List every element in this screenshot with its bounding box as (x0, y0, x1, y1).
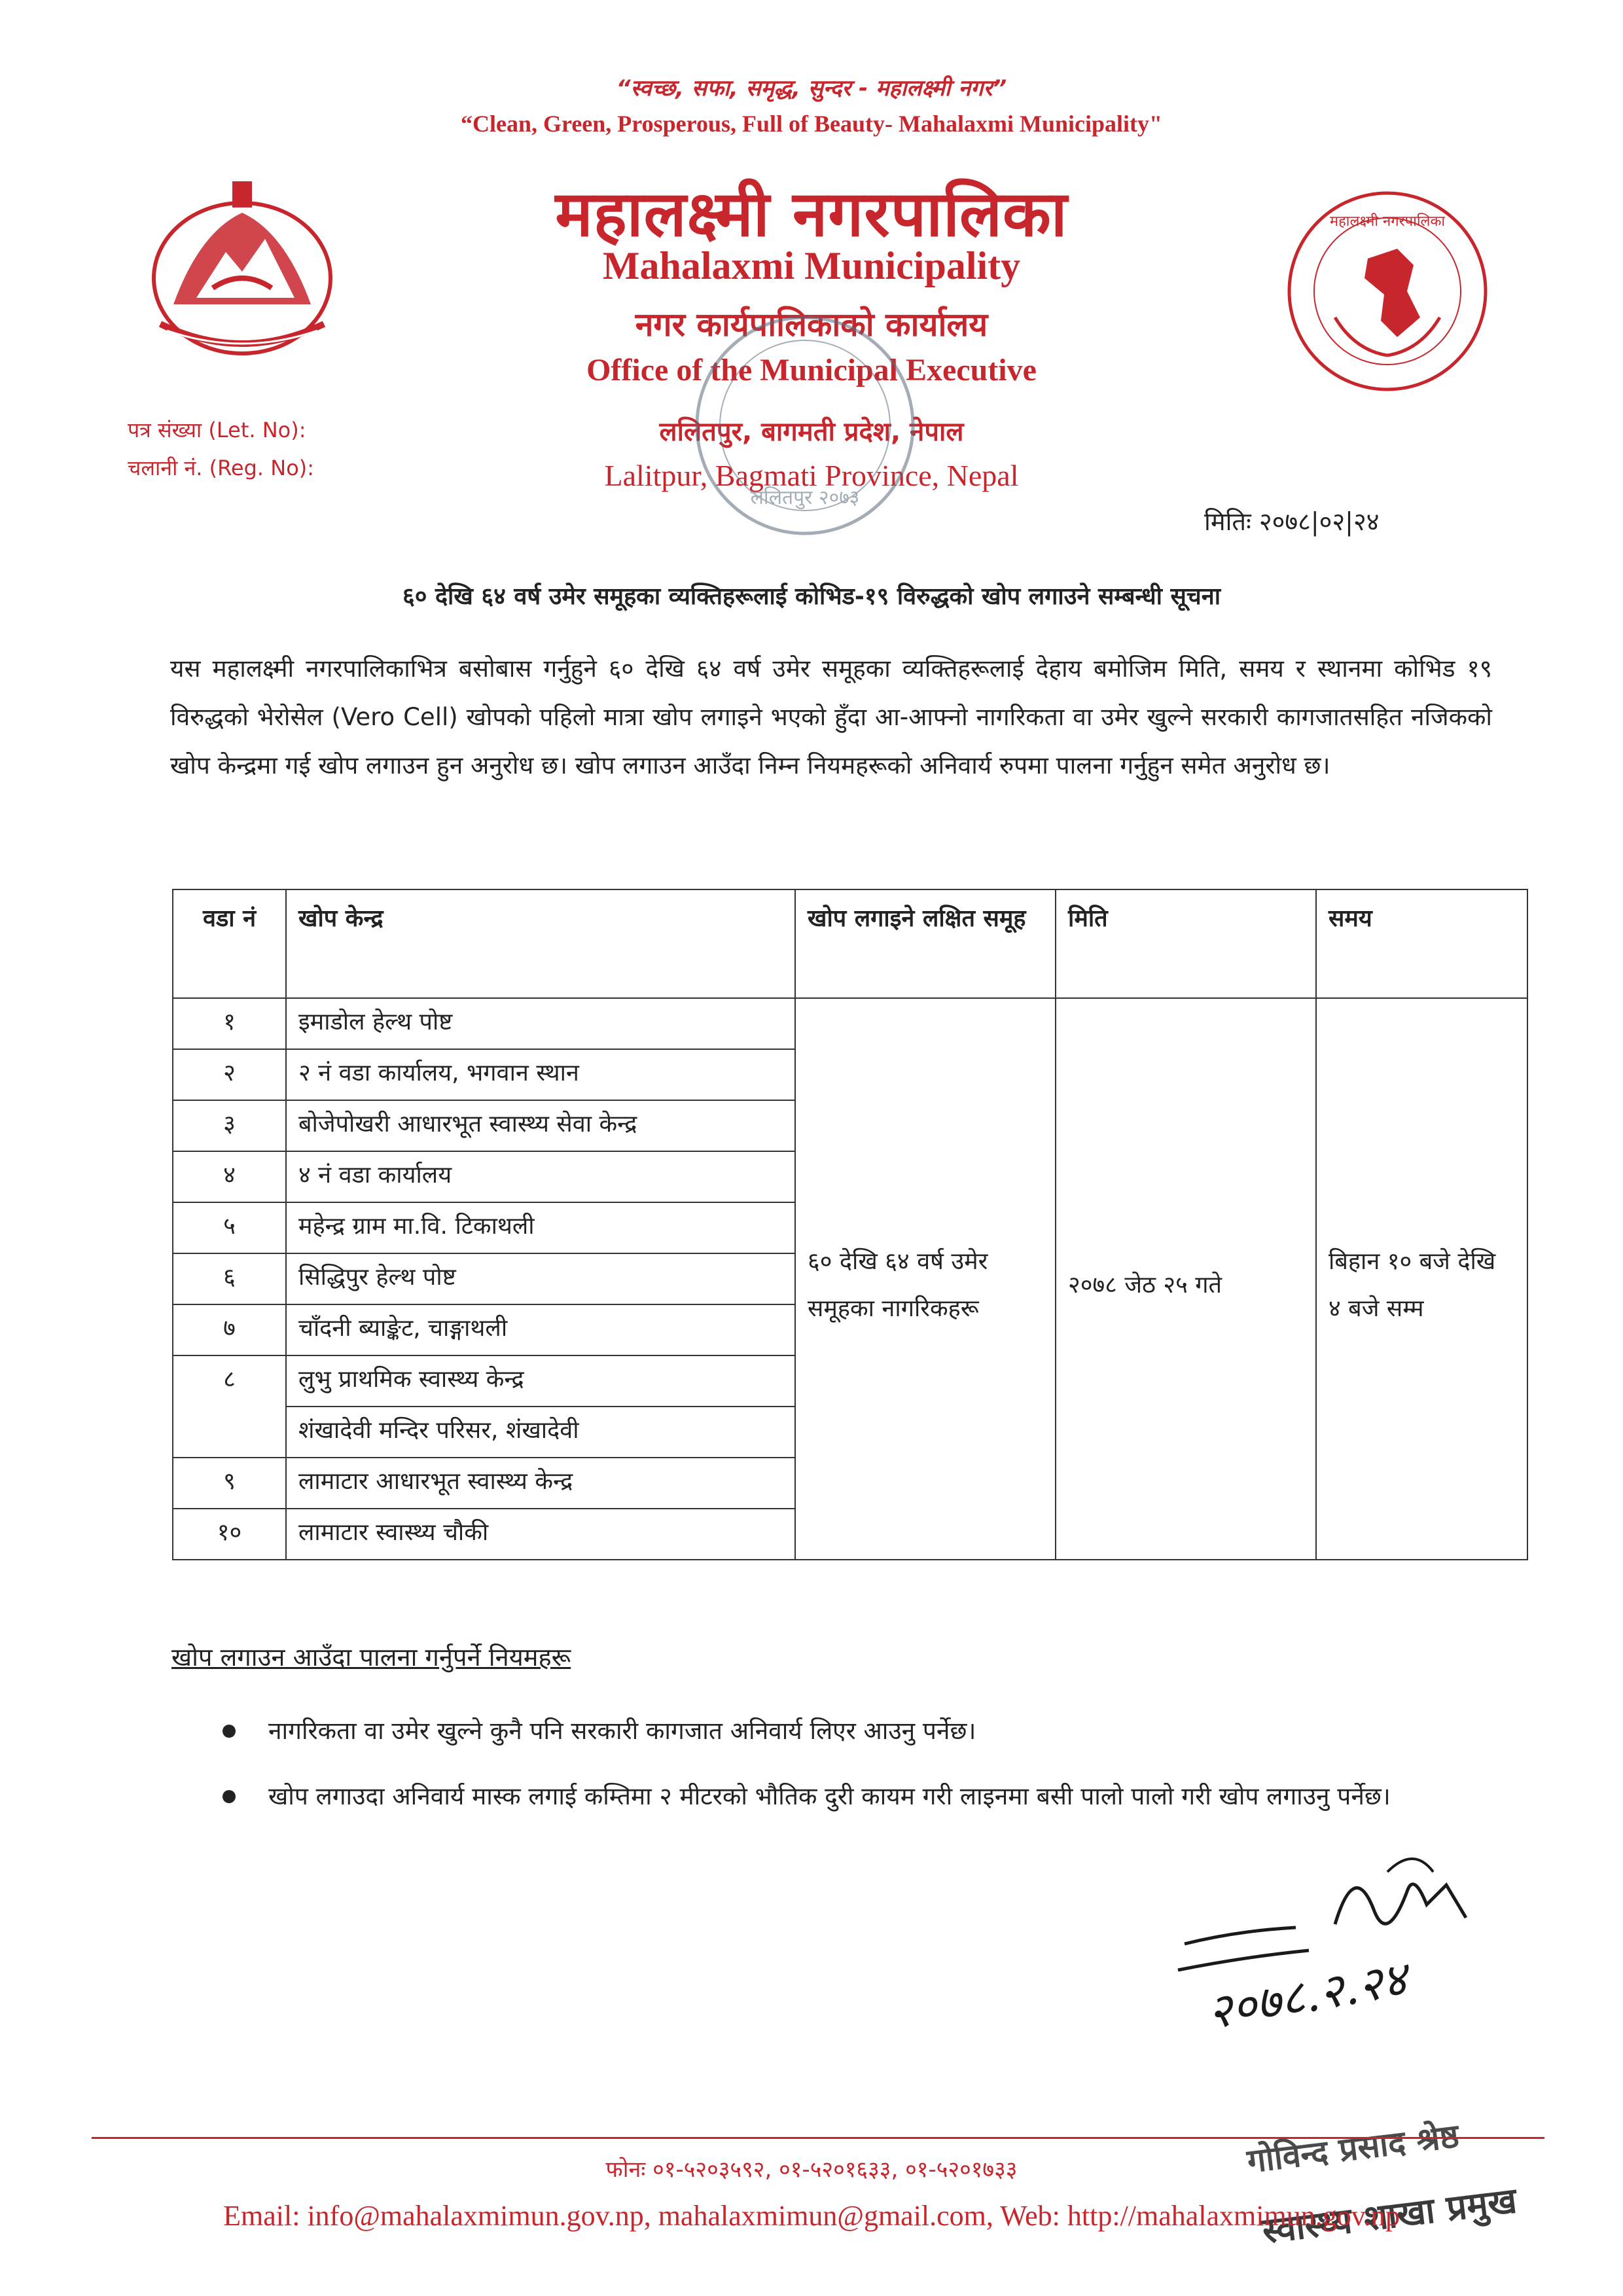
column-header-date: मिति (1056, 889, 1316, 998)
ward-number: ९ (173, 1458, 286, 1509)
ward-number: ८ (173, 1355, 286, 1458)
footer-divider (92, 2137, 1544, 2139)
vaccination-center: शंखादेवी मन्दिर परिसर, शंखादेवी (286, 1407, 795, 1458)
vaccination-center: बोजेपोखरी आधारभूत स्वास्थ्य सेवा केन्द्र (286, 1100, 795, 1151)
notice-subject: ६० देखि ६४ वर्ष उमेर समूहका व्यक्तिहरूलाई कोभिड-१९ विरुद्धको खोप लगाउने सम्बन्धी सूचना (402, 583, 1221, 610)
vaccination-center: चाँदनी ब्याङ्केट, चाङ्गाथली (286, 1304, 795, 1355)
slogan-nepali: “स्वच्छ, सफा, समृद्ध, सुन्दर - महालक्ष्मी नगर” (616, 75, 1007, 101)
letter-numbers (128, 411, 314, 487)
svg-text:२०७८.२.२४: २०७८.२.२४ (1203, 1950, 1412, 2040)
ward-number: १ (173, 998, 286, 1049)
column-header-ward: वडा नं (173, 889, 286, 998)
svg-text:ललितपुर २०७३: ललितपुर २०७३ (750, 486, 860, 509)
column-header-time: समय (1316, 889, 1527, 998)
rules-title: खोप लगाउन आउँदा पालना गर्नुपर्ने नियमहरू (171, 1643, 571, 1672)
letter-date: मितिः २०७८|०२|२४ (1204, 507, 1380, 536)
ward-number: १० (173, 1509, 286, 1560)
ward-number: ७ (173, 1304, 286, 1355)
ward-number: ४ (173, 1151, 286, 1202)
office-title-nepali: नगर कार्यपालिकाको कार्यालय (635, 306, 988, 344)
svg-text:महालक्ष्मी नगरपालिका: महालक्ष्मी नगरपालिका (1329, 213, 1446, 230)
slogan-english: “Clean, Green, Prosperous, Full of Beauty- Mahalaxmi Municipality" (461, 111, 1162, 137)
vaccination-center: लामाटार स्वास्थ्य चौकी (286, 1509, 795, 1560)
office-title-english: Office of the Municipal Executive (586, 353, 1037, 387)
vaccination-center: लुभु प्राथमिक स्वास्थ्य केन्द्र (286, 1355, 795, 1407)
office-stamp-icon (648, 288, 962, 563)
ward-number: २ (173, 1049, 286, 1100)
footer-phone: फोनः ०१-५२०३५९२, ०१-५२०१६३३, ०१-५२०१७३३ (605, 2157, 1018, 2183)
rules-list (216, 1705, 1492, 1836)
bullet-icon (223, 1725, 236, 1738)
vaccination-center: लामाटार आधारभूत स्वास्थ्य केन्द्र (286, 1458, 795, 1509)
vaccination-center: ४ नं वडा कार्यालय (286, 1151, 795, 1202)
vaccination-schedule-table (172, 889, 1528, 1560)
vaccination-center: इमाडोल हेल्थ पोष्ट (286, 998, 795, 1049)
rule-text: खोप लगाउदा अनिवार्य मास्क लगाई कम्तिमा २ मीटरको भौतिक दुरी कायम गरी लाइनमा बसी पालो पालो गरी खोप लगाउनु पर्नेछ। (268, 1782, 1391, 1810)
vaccination-date: २०७८ जेठ २५ गते (1056, 998, 1316, 1560)
svg-text:गोविन्द प्रसाद श्रेष्ठ: गोविन्द प्रसाद श्रेष्ठ (1245, 2117, 1461, 2181)
vaccination-center: महेन्द्र ग्राम मा.वि. टिकाथली (286, 1202, 795, 1253)
footer-email: Email: info@mahalaxmimun.gov.np, mahalaxmimun@gmail.com, Web: http://mahalaxmimun.gov.np (223, 2200, 1400, 2232)
registration-number-label: चलानी नं. (Reg. No): (128, 456, 315, 480)
municipality-title-nepali: महालक्ष्मी नगरपालिका (555, 177, 1068, 251)
column-header-center: खोप केन्द्र (286, 889, 795, 998)
list-item (216, 1705, 1492, 1757)
vaccination-center: सिद्धिपुर हेल्थ पोष्ट (286, 1253, 795, 1304)
column-header-target-group: खोप लगाइने लक्षित समूह (795, 889, 1056, 998)
address-nepali: ललितपुर, बागमती प्रदेश, नेपाल (659, 417, 964, 447)
letter-number-label: पत्र संख्या (Let. No): (128, 418, 306, 442)
svg-text:स्वास्थ्य शाखा प्रमुख: स्वास्थ्य शाखा प्रमुख (1260, 2179, 1519, 2252)
address-english: Lalitpur, Bagmati Province, Nepal (604, 459, 1019, 492)
ward-number: ५ (173, 1202, 286, 1253)
notice-body: यस महालक्ष्मी नगरपालिकाभित्र बसोबास गर्नुहुने ६० देखि ६४ वर्ष उमेर समूहका व्यक्तिहरूलाई देहाय बमोजिम मिति, समय र स्थानमा कोभिड १९ विरुद्धको भेरोसेल (Vero Cell) खोपको पहिलो मात्रा खोप लगाइने भएको हुँदा आ-आफ्नो नागरिकता वा उमेर खुल्ने सरकारी कागजातसहित नजिकको खोप केन्द्रमा गई खोप लगाउन हुन अनुरोध छ। खोप लगाउन आउँदा निम्न नियमहरूको अनिवार्य रुपमा पालना गर्नुहुन समेत अनुरोध छ। (170, 655, 1492, 780)
vaccination-center: २ नं वडा कार्यालय, भगवान स्थान (286, 1049, 795, 1100)
target-group: ६० देखि ६४ वर्ष उमेर समूहका नागरिकहरू (795, 998, 1056, 1560)
ward-number: ३ (173, 1100, 286, 1151)
bullet-icon (223, 1790, 236, 1803)
vaccination-time: बिहान १० बजे देखि ४ बजे सम्म (1316, 998, 1527, 1560)
rule-text: नागरिकता वा उमेर खुल्ने कुनै पनि सरकारी कागजात अनिवार्य लिएर आउनु पर्नेछ। (268, 1717, 976, 1745)
list-item (216, 1770, 1492, 1823)
signature-icon (1139, 1833, 1544, 2081)
table-row (173, 998, 1527, 1049)
municipality-title-english: Mahalaxmi Municipality (602, 244, 1021, 287)
ward-number: ६ (173, 1253, 286, 1304)
